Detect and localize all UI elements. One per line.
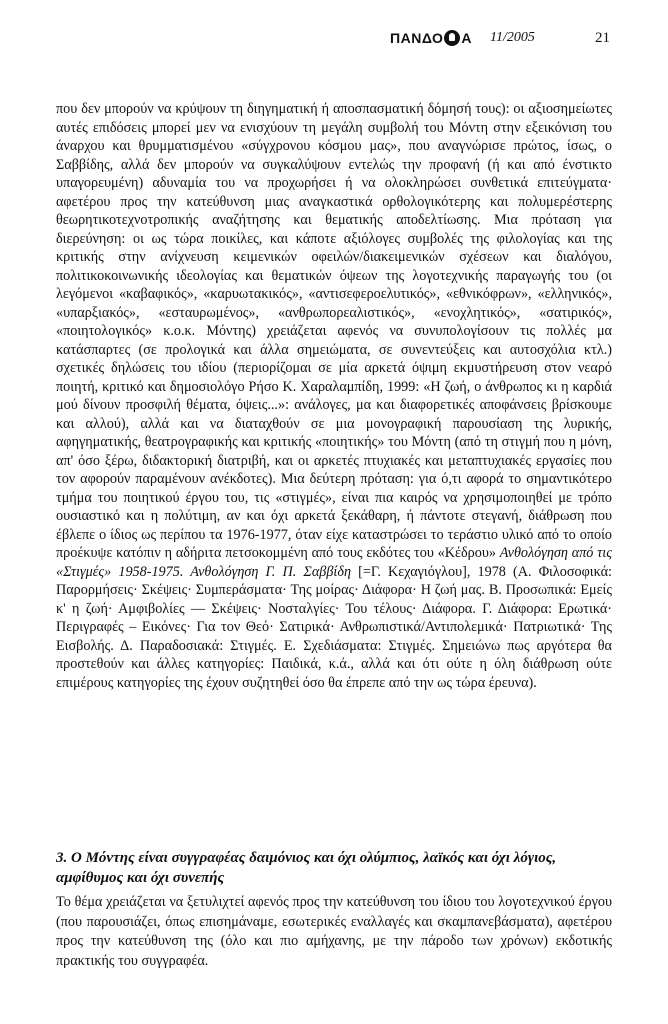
issue-number: 11/2005: [490, 30, 535, 45]
running-header: [360, 28, 610, 50]
pandora-box-icon: [444, 30, 460, 46]
paragraph-text: που δεν μπορούν να κρύψουν τη διηγηματική ή αποσπασματική δόμησή τους): οι αξιοσημείωτες αυτές επιδόσεις μπορεί μεν να ενισχύουν τη μεγάλη συμβολή του Μόντη στην εξεικόνιση του άναρχου και θρυμματισμένου «σύγχρονου κόσμου μας», που αναγνώρισε πρώτος, ίσως, ο Σαββίδης, αλλά δεν μπορούν να συγκαλύψουν εντελώς την προφανή (ή και από ένστικτο υπαγορευμένη) αδυναμία του να προχωρήσει ή να ολοκληρώσει συνθετικά επιτεύγματα· αφετέρου προς την κατεύθυνση μιας αναγκαστικά ορθολογικότερης και πολυμερέστερης θεωρητικοτεχνοτροπικής αναζήτησης και θεματικής αποδελτίωσης. Μια πρόταση για διερεύνηση: οι ως τώρα ποικίλες, και κάποτε αξιόλογες συμβολές της φιλολογίας και της κριτικής στην ανίχνευση κειμενικών οφειλών/διακειμενικών σχέσεων και διαλόγου, πολιτικοκοινωνικής ιδεολογίας και θεματικών όψεων της λογοτεχνικής παραγωγής του (οι λεγόμενοι «καβαφικός», «καρυωτακικός», «αντισεφεροελυτικός», «εθνικόφρων», «ελληνικός», «υπαρξιακός», «εσταυρωμένος», «ανθρωπορεαλιστικός», «ενοχλητικός», «σατιρικός», «ποιητολογικός» κ.ο.κ. Μόντης) χρειάζεται αφενός να συνυπολογίσουν τις πολλές μα κατάσπαρτες (σε προλογικά και άλλα σημειώματα, σε συνεντεύξεις και αυτοσχόλια κτλ.) σχετικές δηλώσεις του ιδίου (περιορίζομαι σε μία αρκετά όψιμη εκμυστήρευση στον νεαρό ποιητή, κριτικό και δημοσιολόγο Ρήσο Κ. Χαραλαμπίδη, 1999: «Η ζωή, ο άνθρωπος κι η καρδιά μού δίνουν προσφιλή θέματα, όψεις...»: ανάλογες, μα και διαφορετικές αποφάνσεις βρίσκουμε και αλλού), αλλά και να διαταχθούν σε μια μονογραφική παρουσίαση της λυρικής, αφηγηματικής, θεατρογραφικής και κριτικής «ποιητικής» του Μόντη (από τη στιγμή που η μόνη, απ' όσο ξέρω, διδακτορική διατριβή, και οι αρκετές πτυχιακές και μεταπτυχιακές εργασίες που τον αφορούν παραμένουν ανέκδοτες). Μια δεύτερη πρόταση: για ό,τι αφορά το σημαντικότερο τμήμα του ποιητικού έργου του, τις «στιγμές», είναι πια καιρός να χρησιμοποιηθεί με τρόπο ουσιαστικό και η πολύτιμη, αν και όχι αρκετά ξεκάθαρη, ή πάντοτε στεγανή, διάθρωση που έβλεπε ο ίδιος ως περίπου τα 1976-1977, όταν είχε καταστρώσει το τεράστιο υλικό από το οποίο προέκυψε κατόπιν η αδήριτα πετσοκομμένη από τους εκδότες του «Κέδρου»: [56, 101, 612, 561]
section-heading: 3. Ο Μόντης είναι συγγραφέας δαιμόνιος και όχι ολύμπιος, λαϊκός και όχι λόγιος, αμφίθυμος και όχι συνεπής: [56, 850, 557, 886]
section-paragraph: Το θέμα χρειάζεται να ξετυλιχτεί αφενός προς την κατεύθυνση του ίδιου του λογοτεχνικού έργου (που παρουσιάζει, όπως επισημάναμε, εσωτερικές εναλλαγές και σκαμπανεβάσματα), αφετέρου προς την κατεύθυνση της (όλο και πιο αμήχανης, με την πάροδο των χρόνων) εκδοτικής πρακτικής του συγγραφέα.: [56, 894, 612, 969]
body-paragraph: [56, 100, 612, 692]
journal-title: [390, 30, 472, 46]
anthology-title: Ανθολόγηση από τις «Στιγμές» 1958-1975. Ανθολόγηση Γ. Π. Σαββίδη: [56, 545, 613, 580]
journal-title-start: ΠΑΝΔΟ: [390, 30, 444, 46]
main-text-block: [56, 100, 612, 692]
section-text-block: [56, 893, 612, 971]
page-number: 21: [595, 30, 610, 46]
paragraph-tail: [=Γ. Κεχαγιόγλου], 1978 (Α. Φιλοσοφικά: Παρορμήσεις· Σκέψεις· Συμπεράσματα· Της μοίρας· Διάφορα· Η ζωή μας. Β. Προσωπικά: Εμείς κ' η ζωή· Αμφιβολίες — Σκέψεις· Νοσταλγίες· Του τέλους· Διάφορα. Γ. Διάφορα: Ερωτικά· Περιγραφές – Εικόνες· Για τον Θεό· Σατιρικά· Ανθρωπιστικά/Αντιπολεμικά· Πατριωτικά· Της Εισβολής. Δ. Παραδοσιακά: Στιγμές. Ε. Σχεδιάσματα: Στιγμές. Σημειώνω πως αργότερα θα προστεθούν και άλλες κατηγορίες: Παιδικά, κ.ά., αλλά και ότι ούτε η όλη διάθρωση ούτε επιμέρους κατηγορίες της έχουν συζητηθεί όσο θα έπρεπε από την ως τώρα έρευνα).: [56, 563, 612, 691]
journal-title-end: Α: [461, 30, 473, 46]
